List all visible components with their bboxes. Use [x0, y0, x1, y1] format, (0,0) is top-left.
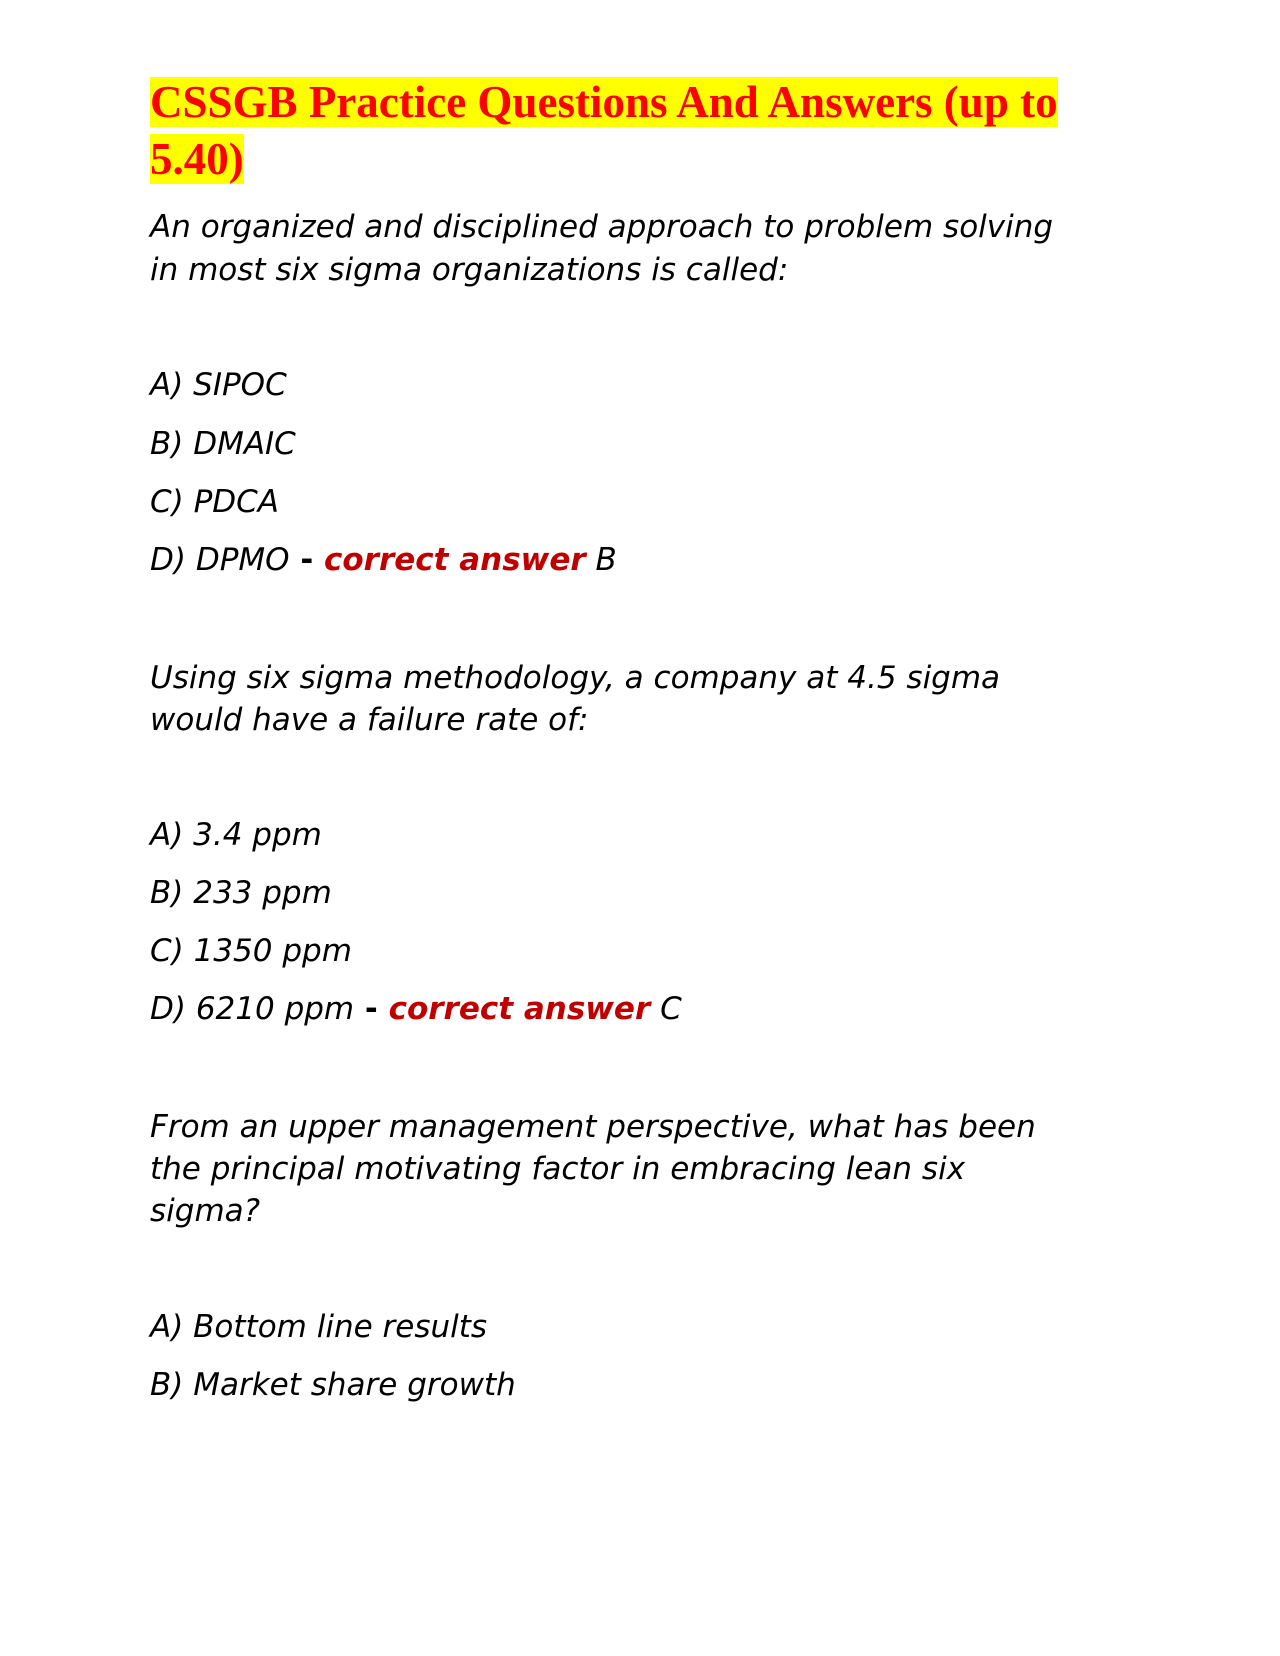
question-1-answer: B — [595, 542, 617, 578]
question-2-option-b: B) 233 ppm — [150, 875, 332, 911]
question-1-line-2: in most six sigma organizations is called: — [150, 252, 789, 288]
question-2-line-2: would have a failure rate of: — [150, 702, 589, 738]
question-2-answer: C — [660, 991, 682, 1027]
question-1-option-c: C) PDCA — [150, 484, 280, 520]
document-title — [150, 74, 1140, 188]
question-2-option-a: A) 3.4 ppm — [150, 817, 322, 853]
question-2-option-d-line — [150, 989, 682, 1029]
question-2-option-c: C) 1350 ppm — [150, 933, 352, 969]
question-1-option-b: B) DMAIC — [150, 426, 296, 462]
correct-answer-label: correct answer — [323, 542, 586, 578]
question-3-option-a: A) Bottom line results — [150, 1309, 488, 1345]
question-2-option-d: D) 6210 ppm — [150, 991, 355, 1027]
question-1-option-d-line — [150, 540, 617, 580]
question-3-line-3: sigma? — [150, 1193, 261, 1229]
question-3-line-1: From an upper management perspective, what has been — [150, 1109, 1036, 1145]
question-2-line-1: Using six sigma methodology, a company at 4.5 sigma — [150, 660, 1001, 696]
correct-answer-label: correct answer — [388, 991, 651, 1027]
question-1-line-1: An organized and disciplined approach to problem solving — [150, 209, 1054, 245]
question-1-option-d: D) DPMO — [150, 542, 290, 578]
title-highlight: CSSGB Practice Questions And Answers (up to 5.40) — [150, 77, 1058, 184]
question-1-option-a: A) SIPOC — [150, 367, 287, 403]
question-3-option-b: B) Market share growth — [150, 1367, 516, 1403]
answer-separator: - — [354, 991, 389, 1027]
question-3-line-2: the principal motivating factor in embracing lean six — [150, 1151, 966, 1187]
answer-separator: - — [289, 542, 324, 578]
